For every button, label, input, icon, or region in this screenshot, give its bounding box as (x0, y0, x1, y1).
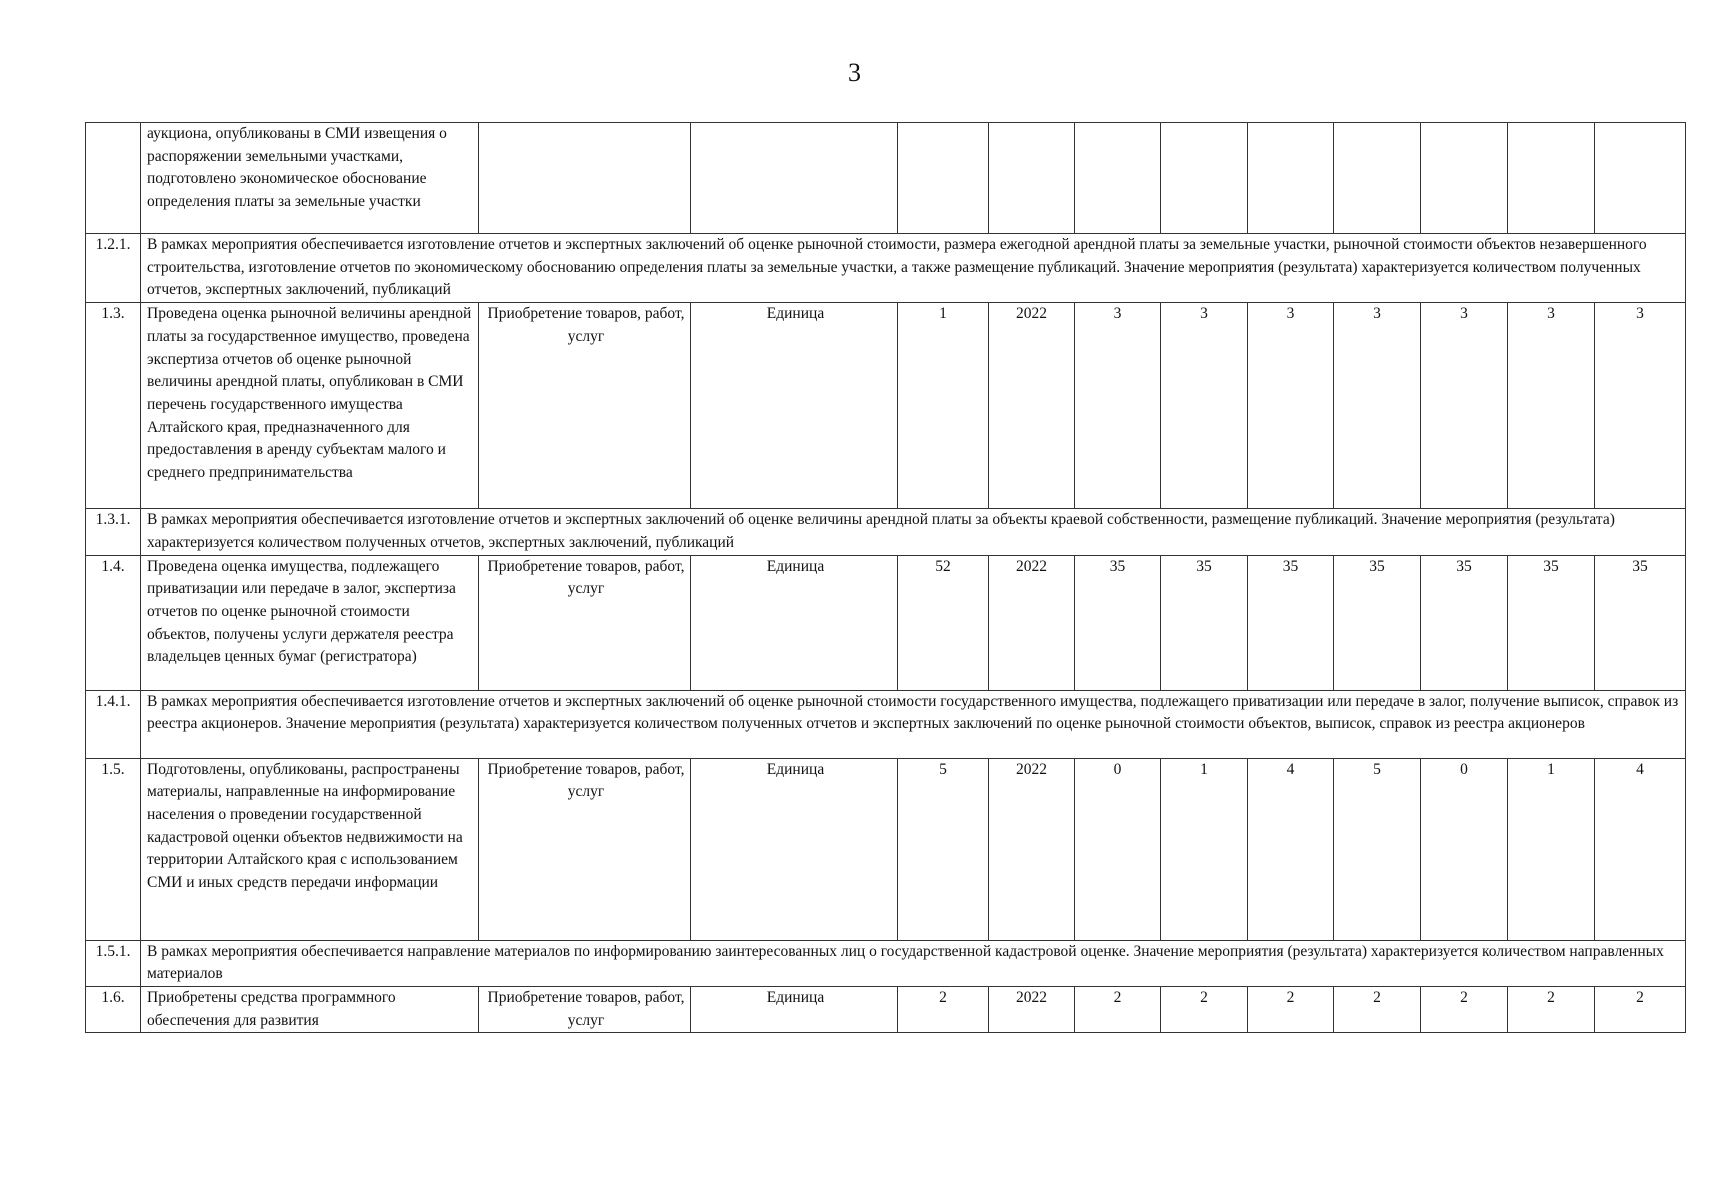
year-value-cell: 4 (1248, 758, 1334, 940)
unit-cell (691, 123, 898, 234)
year-value-cell: 3 (1421, 303, 1508, 509)
note-text-cell: В рамках мероприятия обеспечивается изготовление отчетов и экспертных заключений об оценке рыночной стоимости, размера ежегодной арендной платы за земельные участки, рыночной стоимости объектов незавершенного строительства, изготовление отчетов по экономическому обоснованию определения платы за земельные участки, а также размещение публикаций. Значение мероприятия (результата) характеризуется количеством полученных отчетов, экспертных заключений, публикаций (141, 234, 1686, 303)
table-row (86, 986, 1686, 1032)
unit-cell: Единица (691, 555, 898, 690)
row-number-cell: 1.3.1. (86, 509, 141, 555)
year-value-cell (1508, 123, 1595, 234)
year-value-cell: 2 (1595, 986, 1686, 1032)
year-value-cell: 35 (1421, 555, 1508, 690)
year-value-cell (1075, 123, 1161, 234)
result-description-cell: Проведена оценка рыночной величины арендной платы за государственное имущество, проведена экспертиза отчетов об оценке рыночной величины арендной платы, опубликован в СМИ перечень государственного имущества Алтайского края, предназначенного для предоставления в аренду субъектам малого и среднего предпринимательства (141, 303, 479, 509)
year-value-cell: 4 (1595, 758, 1686, 940)
year-value-cell: 3 (1075, 303, 1161, 509)
page-number: 3 (848, 58, 861, 87)
year-value-cell: 0 (1075, 758, 1161, 940)
year-value-cell: 35 (1248, 555, 1334, 690)
base-value-cell: 1 (898, 303, 989, 509)
year-value-cell: 1 (1508, 758, 1595, 940)
row-number-cell: 1.6. (86, 986, 141, 1032)
year-value-cell: 2 (1075, 986, 1161, 1032)
year-value-cell (1334, 123, 1421, 234)
row-number-cell: 1.4.1. (86, 690, 141, 758)
unit-cell: Единица (691, 758, 898, 940)
result-description-cell: Проведена оценка имущества, подлежащего приватизации или передаче в залог, экспертиза отчетов по оценке рыночной стоимости объектов, получены услуги держателя реестра владельцев ценных бумаг (регистратора) (141, 555, 479, 690)
table-row (86, 123, 1686, 234)
table-row (86, 555, 1686, 690)
table-note-row (86, 234, 1686, 303)
row-number-cell: 1.5. (86, 758, 141, 940)
row-number-cell: 1.5.1. (86, 940, 141, 986)
result-description-cell: Подготовлены, опубликованы, распространены материалы, направленные на информирование населения о проведении государственной кадастровой оценки объектов недвижимости на территории Алтайского края с использованием СМИ и иных средств передачи информации (141, 758, 479, 940)
result-type-cell: Приобретение товаров, работ, услуг (479, 555, 691, 690)
result-type-cell (479, 123, 691, 234)
year-value-cell: 3 (1248, 303, 1334, 509)
year-value-cell: 35 (1334, 555, 1421, 690)
base-value-cell: 5 (898, 758, 989, 940)
base-year-cell: 2022 (989, 986, 1075, 1032)
base-value-cell: 2 (898, 986, 989, 1032)
year-value-cell: 3 (1161, 303, 1248, 509)
row-number-cell (86, 123, 141, 234)
note-text-cell: В рамках мероприятия обеспечивается изготовление отчетов и экспертных заключений об оценке рыночной стоимости государственного имущества, подлежащего приватизации или передаче в залог, получение выписок, справок из реестра акционеров. Значение мероприятия (результата) характеризуется количеством полученных отчетов и экспертных заключений по оценке рыночной стоимости объектов, выписок, справок из реестра акционеров (141, 690, 1686, 758)
year-value-cell: 3 (1595, 303, 1686, 509)
year-value-cell: 2 (1334, 986, 1421, 1032)
result-type-cell: Приобретение товаров, работ, услуг (479, 986, 691, 1032)
year-value-cell: 35 (1595, 555, 1686, 690)
results-table (85, 122, 1686, 1033)
table-note-row (86, 940, 1686, 986)
base-year-cell: 2022 (989, 758, 1075, 940)
row-number-cell: 1.2.1. (86, 234, 141, 303)
year-value-cell (1248, 123, 1334, 234)
year-value-cell: 35 (1161, 555, 1248, 690)
unit-cell: Единица (691, 986, 898, 1032)
year-value-cell: 3 (1334, 303, 1421, 509)
result-type-cell: Приобретение товаров, работ, услуг (479, 303, 691, 509)
note-text-cell: В рамках мероприятия обеспечивается изготовление отчетов и экспертных заключений об оценке величины арендной платы за объекты краевой собственности, размещение публикаций. Значение мероприятия (результата) характеризуется количеством полученных отчетов, экспертных заключений, публикаций (141, 509, 1686, 555)
table-body (86, 123, 1686, 1033)
result-type-cell: Приобретение товаров, работ, услуг (479, 758, 691, 940)
unit-cell: Единица (691, 303, 898, 509)
result-description-cell: Приобретены средства программного обеспечения для развития (141, 986, 479, 1032)
table-row (86, 758, 1686, 940)
result-description-cell: аукциона, опубликованы в СМИ извещения о распоряжении земельными участками, подготовлено экономическое обоснование определения платы за земельные участки (141, 123, 479, 234)
year-value-cell: 35 (1075, 555, 1161, 690)
row-number-cell: 1.3. (86, 303, 141, 509)
year-value-cell (1161, 123, 1248, 234)
base-year-cell: 2022 (989, 555, 1075, 690)
row-number-cell: 1.4. (86, 555, 141, 690)
year-value-cell: 2 (1248, 986, 1334, 1032)
table-note-row (86, 690, 1686, 758)
base-value-cell (898, 123, 989, 234)
year-value-cell (1595, 123, 1686, 234)
year-value-cell: 2 (1161, 986, 1248, 1032)
base-value-cell: 52 (898, 555, 989, 690)
note-text-cell: В рамках мероприятия обеспечивается направление материалов по информированию заинтересованных лиц о государственной кадастровой оценке. Значение мероприятия (результата) характеризуется количеством направленных материалов (141, 940, 1686, 986)
year-value-cell: 2 (1508, 986, 1595, 1032)
table-note-row (86, 509, 1686, 555)
base-year-cell: 2022 (989, 303, 1075, 509)
year-value-cell: 0 (1421, 758, 1508, 940)
year-value-cell: 2 (1421, 986, 1508, 1032)
year-value-cell: 35 (1508, 555, 1595, 690)
year-value-cell: 5 (1334, 758, 1421, 940)
year-value-cell (1421, 123, 1508, 234)
table-row (86, 303, 1686, 509)
base-year-cell (989, 123, 1075, 234)
year-value-cell: 3 (1508, 303, 1595, 509)
year-value-cell: 1 (1161, 758, 1248, 940)
